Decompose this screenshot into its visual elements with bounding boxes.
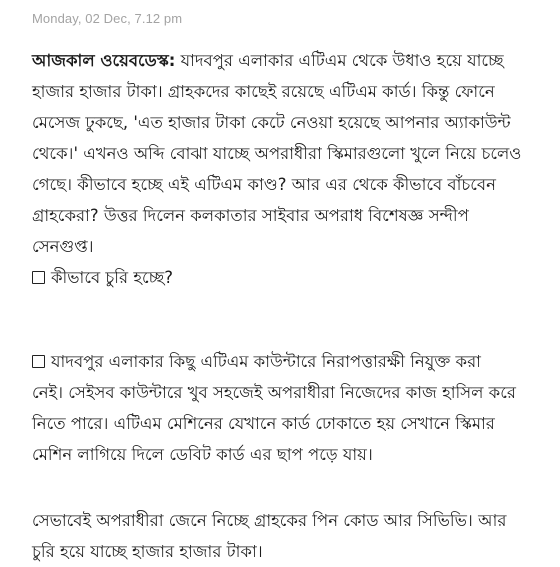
paragraph-answer <box>32 346 532 470</box>
question-line <box>32 262 532 293</box>
paragraph-line: থেকে।' এখনও অব্দি বোঝা যাচ্ছে অপরাধীরা স্কিমারগুলো খুলে নিয়ে চলেও <box>32 144 522 163</box>
paragraph-line: নেই। সেইসব কাউন্টারে খুব সহজেই অপরাধীরা নিজেদের কাজ হাসিল করে <box>32 383 516 402</box>
question-text: কীভাবে চুরি হচ্ছে? <box>51 268 174 287</box>
paragraph-line: গেছে। কীভাবে হচ্ছে এই এটিএম কাণ্ড? আর এর থেকে কীভাবে বাঁচবেন <box>32 175 496 194</box>
lead-label: আজকাল ওয়েবডেস্ক: <box>32 51 176 70</box>
paragraph-intro <box>32 45 532 293</box>
paragraph-line: হাজার হাজার টাকা। গ্রাহকদের কাছেই রয়েছে এটিএম কার্ড। কিন্তু ফোনে <box>32 82 495 101</box>
paragraph-line: নিতে পারে। এটিএম মেশিনের যেখানে কার্ড ঢোকাতে হয় সেখানে স্কিমার <box>32 414 495 433</box>
timestamp: Monday, 02 Dec, 7.12 pm <box>32 11 183 26</box>
paragraph-line: সেভাবেই অপরাধীরা জেনে নিচ্ছে গ্রাহকের পিন কোড আর সিভিভি। আর <box>32 511 507 530</box>
paragraph-line <box>32 346 532 377</box>
paragraph-line: মেসেজ ঢুকছে, 'এত হাজার টাকা কেটে নেওয়া হয়েছে আপনার অ্যাকাউন্ট <box>32 113 511 132</box>
checkbox-icon <box>32 271 45 284</box>
paragraph-line: গ্রাহকেরা? উত্তর দিলেন কলকাতার সাইবার অপরাধ বিশেষজ্ঞ সন্দীপ <box>32 206 469 225</box>
paragraph-line: চুরি হয়ে যাচ্ছে হাজার হাজার টাকা। <box>32 542 263 561</box>
paragraph-line: মেশিন লাগিয়ে দিলে ডেবিট কার্ড এর ছাপ পড়ে যায়। <box>32 445 373 464</box>
checkbox-icon <box>32 355 45 368</box>
paragraph-line <box>32 45 532 76</box>
paragraph-conclusion <box>32 505 532 567</box>
paragraph-line-text: যাদবপুর এলাকার এটিএম থেকে উধাও হয়ে যাচ্ছে <box>175 51 504 70</box>
paragraph-line: সেনগুপ্ত। <box>32 237 94 256</box>
paragraph-line-text: যাদবপুর এলাকার কিছু এটিএম কাউন্টারে নিরাপত্তারক্ষী নিযুক্ত করা <box>51 352 481 371</box>
